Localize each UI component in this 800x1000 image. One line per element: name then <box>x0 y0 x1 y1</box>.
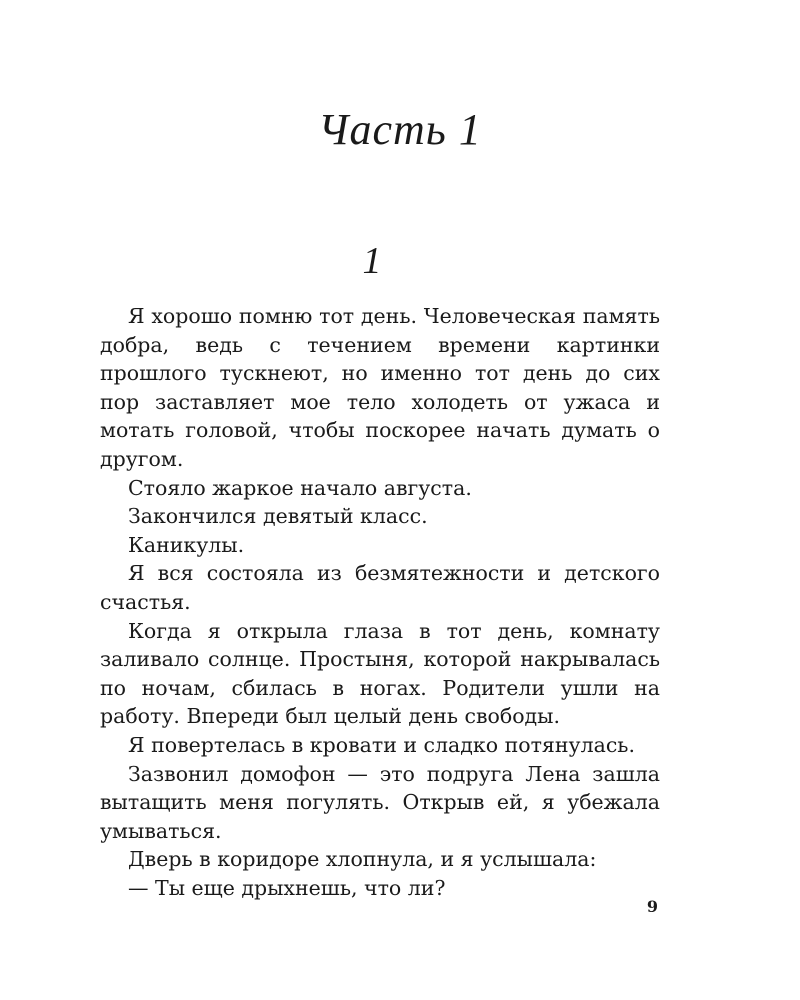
dialogue-line: — Ты еще дрыхнешь, что ли? <box>128 875 446 900</box>
paragraph: Когда я открыла глаза в тот день, комнату заливало солнце. Простыня, которой накрывалась по ночам, сбилась в ногах. Родители ушли на работу. Впереди был целый день свободы. <box>100 618 660 729</box>
paragraph: Я вся состояла из безмятежности и детского счастья. <box>100 561 660 614</box>
paragraph: Каникулы. <box>128 532 245 557</box>
paragraph: Дверь в коридоре хлопнула, и я услышала: <box>128 847 597 872</box>
paragraph: Стояло жаркое начало августа. <box>128 475 472 500</box>
paragraph: Я хорошо помню тот день. Человеческая память добра, ведь с течением времени картинки прошлого тускнеют, но именно тот день до сих пор заставляет мое тело холодеть от ужаса и мотать головой, чтобы поскорее начать думать о другом. <box>100 304 660 471</box>
chapter-number: 1 <box>362 240 382 282</box>
page-number: 9 <box>646 897 658 916</box>
paragraph: Зазвонил домофон — это подруга Лена зашла вытащить меня погулять. Открыв ей, я убежала умываться. <box>100 761 660 843</box>
paragraph: Я повертелась в кровати и сладко потянулась. <box>128 732 635 757</box>
chapter-body <box>100 302 660 902</box>
part-title: Часть 1 <box>318 105 482 154</box>
paragraph: Закончился девятый класс. <box>128 504 428 529</box>
